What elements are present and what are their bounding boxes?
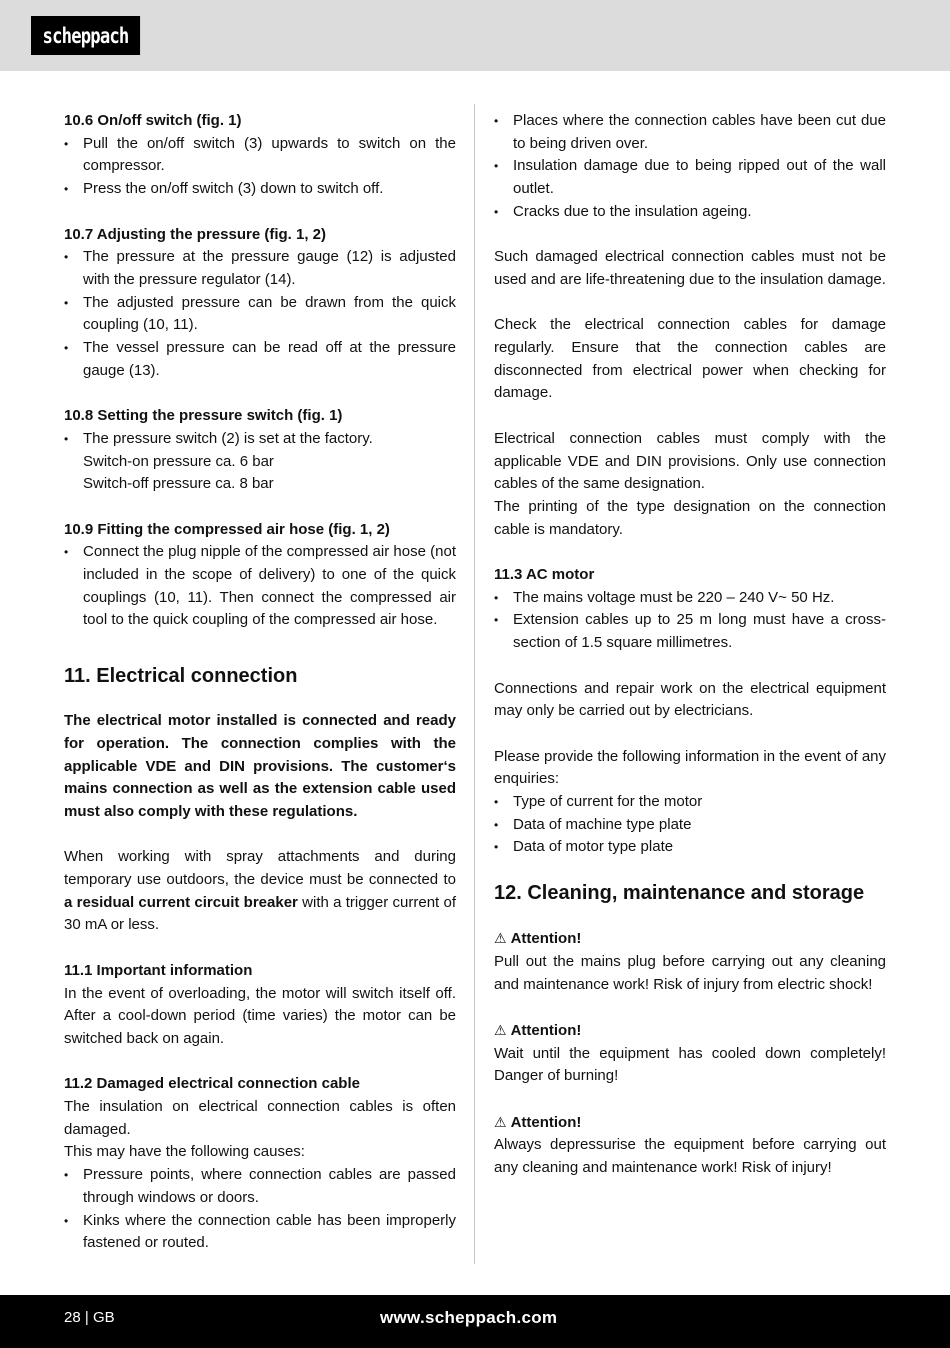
section-10-9-title: 10.9 Fitting the compressed air hose (fig. 1, 2) [64,520,390,538]
list-item: • Extension cables up to 25 m long must have a cross-section of 1.5 square millimetres. [494,609,886,654]
scheppach-logo: scheppach [31,16,140,55]
section-11-3-list [494,587,886,655]
section-10-9-list [64,541,456,632]
rcd-emphasis: a residual current circuit breaker [64,893,298,911]
section-11-3-title: 11.3 AC motor [494,566,595,583]
right-column [494,110,886,1180]
column-divider [474,104,475,1264]
section-11-1-title: 11.1 Important information [64,961,253,979]
repair-paragraph: Connections and repair work on the electrical equipment may only be carried out by electricians. [494,679,886,720]
damaged-cable-warning: Such damaged electrical connection cables must not be used and are life-threatening due to the insulation damage. [494,248,886,288]
page-separator: | [84,1309,89,1326]
list-item: • Connect the plug nipple of the compressed air hose (not included in the scope of delivery) to one of the quick couplings (10, 11). Then connect the compressed air tool to the quick coupling of the compressed air hose. [64,541,456,632]
list-item: • Type of current for the motor [494,791,886,814]
list-item: • The adjusted pressure can be drawn from the quick coupling (10, 11). [64,292,456,337]
warning-triangle-icon: ⚠ [494,1021,507,1038]
comply-paragraph: Electrical connection cables must comply with the applicable VDE and DIN provisions. Only use connection cables of the same designation. [494,429,886,493]
section-10-6-list [64,133,456,201]
section-12-heading: 12. Cleaning, maintenance and storage [494,882,865,905]
page-header [0,0,950,71]
section-11-heading: 11. Electrical connection [64,665,298,688]
list-item: • Pressure points, where connection cables are passed through windows or doors. [64,1164,456,1209]
enquiry-list [494,791,886,859]
switch-off-pressure: Switch-off pressure ca. 8 bar [83,475,274,493]
list-item: • Kinks where the connection cable has been improperly fastened or routed. [64,1210,456,1255]
list-item: • The mains voltage must be 220 – 240 V~ 50 Hz. [494,587,886,610]
section-10-6-title: 10.6 On/off switch (fig. 1) [64,112,242,129]
section-11-2-text1: The insulation on electrical connection cables is often damaged. [64,1098,456,1138]
section-11-intro: The electrical motor installed is connected and ready for operation. The connection complies with the applicable VDE and DIN provisions. The customer‘s mains connection as well as the extension cable used must also comply with these regulations. [64,712,456,820]
attention-heading-1: ⚠ Attention! [494,930,582,948]
page-number: 28 [64,1309,81,1326]
section-10-8-list [64,428,456,451]
attention-text-2: Wait until the equipment has cooled down completely! Danger of burning! [494,1044,886,1085]
list-item: • Cracks due to the insulation ageing. [494,201,886,224]
enquiry-paragraph: Please provide the following information in the event of any enquiries: [494,747,886,788]
attention-heading-2: ⚠ Attention! [494,1021,582,1039]
left-column [64,110,456,1255]
page-indicator [64,1309,115,1326]
list-item: • The vessel pressure can be read off at the pressure gauge (13). [64,337,456,382]
section-10-8-title: 10.8 Setting the pressure switch (fig. 1) [64,407,343,425]
website-link[interactable]: www.scheppach.com [380,1308,558,1327]
damage-causes-list [494,110,886,224]
section-11-1-text: In the event of overloading, the motor will switch itself off. After a cool-down period (time varies) the motor can be switched back on again. [64,984,456,1047]
switch-on-pressure: Switch-on pressure ca. 6 bar [83,452,274,470]
list-item: • Insulation damage due to being ripped out of the wall outlet. [494,155,886,200]
section-11-2-title: 11.2 Damaged electrical connection cable [64,1075,360,1093]
attention-text-3: Always depressurise the equipment before carrying out any cleaning and maintenance work! Risk of injury! [494,1136,886,1177]
type-designation-paragraph: The printing of the type designation on the connection cable is mandatory. [494,497,886,538]
check-cables-paragraph: Check the electrical connection cables for damage regularly. Ensure that the connection cables are disconnected from electrical power when checking for damage. [494,316,886,402]
list-item: • Pull the on/off switch (3) upwards to switch on the compressor. [64,133,456,178]
warning-triangle-icon: ⚠ [494,1113,507,1130]
section-10-7-title: 10.7 Adjusting the pressure (fig. 1, 2) [64,225,327,243]
list-item: • Press the on/off switch (3) down to switch off. [64,178,456,201]
attention-text-1: Pull out the mains plug before carrying out any cleaning and maintenance work! Risk of injury from electric shock! [494,952,886,993]
list-item: • The pressure switch (2) is set at the factory. [64,428,456,451]
section-10-7-list [64,246,456,382]
attention-heading-3: ⚠ Attention! [494,1113,582,1131]
section-11-spray-paragraph: When working with spray attachments and during temporary use outdoors, the device must be connected to a residual current circuit breaker with a trigger current of 30 mA or less. [64,848,456,934]
section-11-2-list [64,1164,456,1255]
list-item: • Data of motor type plate [494,836,886,859]
section-11-2-text2: This may have the following causes: [64,1143,305,1161]
language-code: GB [92,1309,115,1326]
warning-triangle-icon: ⚠ [494,930,507,947]
list-item: • The pressure at the pressure gauge (12) is adjusted with the pressure regulator (14). [64,246,456,291]
list-item: • Data of machine type plate [494,814,886,837]
list-item: • Places where the connection cables have been cut due to being driven over. [494,110,886,155]
page-footer [0,1295,950,1348]
